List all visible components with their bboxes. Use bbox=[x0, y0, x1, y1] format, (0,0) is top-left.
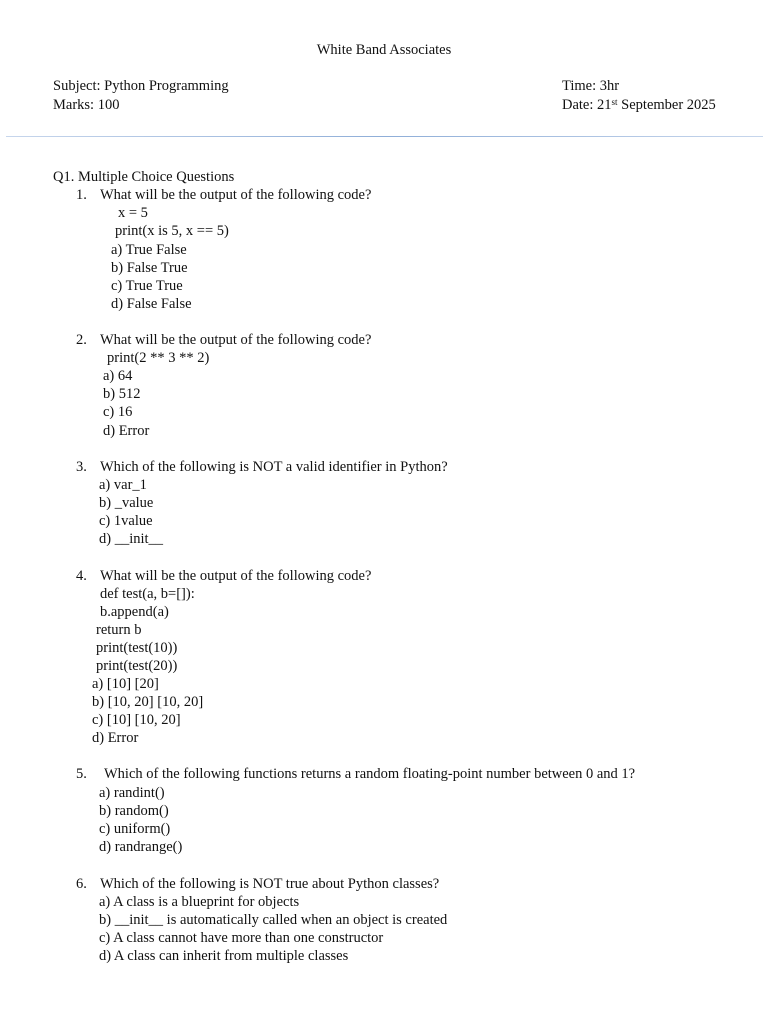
option-c: c) 1value bbox=[99, 513, 153, 529]
code-line: print(test(10)) bbox=[96, 640, 178, 656]
option-c: c) True True bbox=[111, 278, 183, 294]
code-line: x = 5 bbox=[118, 205, 148, 221]
option-a: a) var_1 bbox=[99, 477, 147, 493]
header-divider bbox=[6, 136, 763, 137]
code-line: print(test(20)) bbox=[96, 658, 178, 674]
option-a: a) A class is a blueprint for objects bbox=[99, 894, 300, 910]
option-b: b) False True bbox=[111, 260, 188, 276]
option-d: d) randrange() bbox=[99, 839, 183, 855]
code-line: b.append(a) bbox=[100, 604, 169, 620]
marks-label: Marks: 100 bbox=[53, 97, 120, 113]
time-label: Time: 3hr bbox=[562, 78, 620, 94]
code-line: return b bbox=[96, 622, 142, 638]
option-b: b) random() bbox=[99, 803, 169, 819]
question-text: Which of the following functions returns a random floating-point number between 0 and 1? bbox=[104, 766, 636, 782]
option-b: b) __init__ is automatically called when an object is created bbox=[99, 912, 448, 928]
question-text: What will be the output of the following code? bbox=[100, 568, 372, 584]
option-b: b) [10, 20] [10, 20] bbox=[92, 694, 204, 710]
option-a: a) [10] [20] bbox=[92, 676, 159, 692]
date-suffix: September 2025 bbox=[617, 97, 716, 113]
question-number: 1. bbox=[76, 187, 87, 203]
option-c: c) [10] [10, 20] bbox=[92, 712, 181, 728]
question-text: What will be the output of the following code? bbox=[100, 187, 372, 203]
option-b: b) 512 bbox=[103, 386, 141, 402]
option-d: d) False False bbox=[111, 296, 192, 312]
option-a: a) 64 bbox=[103, 368, 133, 384]
option-b: b) _value bbox=[99, 495, 154, 511]
code-line: def test(a, b=[]): bbox=[100, 586, 195, 602]
question-number: 6. bbox=[76, 876, 87, 892]
option-c: c) A class cannot have more than one constructor bbox=[99, 930, 384, 946]
option-a: a) randint() bbox=[99, 785, 165, 801]
question-text: Which of the following is NOT true about Python classes? bbox=[100, 876, 440, 892]
code-line: print(x is 5, x == 5) bbox=[115, 223, 229, 239]
option-d: d) Error bbox=[92, 730, 139, 746]
question-text: Which of the following is NOT a valid identifier in Python? bbox=[100, 459, 448, 475]
code-line: print(2 ** 3 ** 2) bbox=[107, 350, 210, 366]
question-number: 3. bbox=[76, 459, 87, 475]
date-prefix: Date: 21 bbox=[562, 97, 612, 113]
option-c: c) 16 bbox=[103, 404, 133, 420]
option-d: d) A class can inherit from multiple classes bbox=[99, 948, 349, 964]
option-a: a) True False bbox=[111, 242, 187, 258]
option-d: d) Error bbox=[103, 423, 150, 439]
question-text: What will be the output of the following code? bbox=[100, 332, 372, 348]
option-c: c) uniform() bbox=[99, 821, 171, 837]
question-number: 2. bbox=[76, 332, 87, 348]
option-d: d) __init__ bbox=[99, 531, 164, 547]
date-superscript: st bbox=[611, 97, 618, 107]
date-label bbox=[562, 96, 716, 114]
section-title: Q1. Multiple Choice Questions bbox=[53, 169, 235, 185]
question-number: 5. bbox=[76, 766, 87, 782]
question-number: 4. bbox=[76, 568, 87, 584]
subject-label: Subject: Python Programming bbox=[53, 78, 229, 94]
organization-name: White Band Associates bbox=[316, 42, 452, 58]
